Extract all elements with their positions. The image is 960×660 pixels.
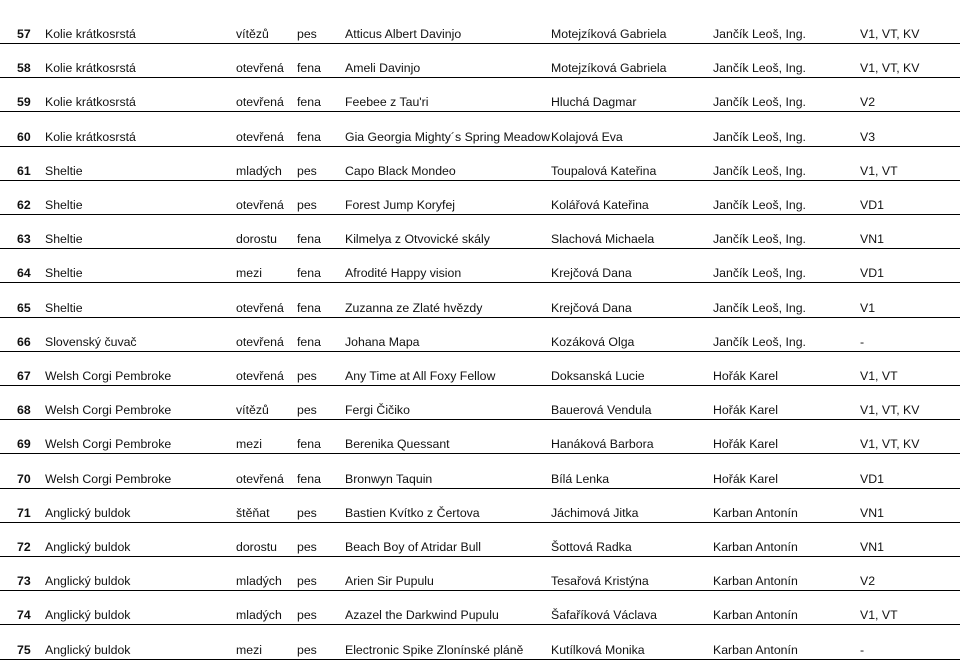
dog-name-cell: Electronic Spike Zlonínské pláně (345, 642, 524, 657)
dog-name-cell: Atticus Albert Davinjo (345, 27, 462, 41)
award-cell: V1, VT, KV (860, 27, 920, 41)
class-cell: otevřená (236, 129, 284, 144)
award-cell: V1, VT (860, 369, 898, 383)
table-row (0, 523, 960, 557)
entry-number: 58 (17, 61, 31, 76)
judge-cell: Jančík Leoš, Ing. (713, 198, 806, 212)
class-cell: otevřená (236, 369, 284, 383)
award-cell: V1, VT, KV (860, 437, 920, 452)
class-cell: vítězů (236, 27, 269, 41)
class-cell: mladých (236, 608, 282, 623)
class-cell: otevřená (236, 198, 284, 212)
sex-cell: fena (297, 266, 321, 281)
award-cell: VN1 (860, 540, 884, 554)
sex-cell: pes (297, 540, 317, 554)
dog-name-cell: Gia Georgia Mighty´s Spring Meadow (345, 129, 551, 144)
owner-cell: Kozáková Olga (551, 334, 635, 349)
entry-number: 61 (17, 163, 31, 178)
sex-cell: pes (297, 608, 317, 623)
award-cell: V1 (860, 300, 876, 315)
class-cell: dorostu (236, 540, 278, 554)
judge-cell: Jančík Leoš, Ing. (713, 232, 806, 247)
breed-cell: Welsh Corgi Pembroke (45, 437, 172, 452)
dog-name-cell: Any Time at All Foxy Fellow (345, 369, 496, 383)
sex-cell: fena (297, 471, 321, 486)
dog-name-cell: Ameli Davinjo (345, 61, 421, 76)
sex-cell: fena (297, 334, 321, 349)
judge-cell: Karban Antonín (713, 642, 798, 657)
judge-cell: Karban Antonín (713, 608, 798, 623)
owner-cell: Doksanská Lucie (551, 369, 645, 383)
breed-cell: Sheltie (45, 198, 83, 212)
award-cell: V1, VT, KV (860, 403, 920, 418)
sex-cell: pes (297, 198, 317, 212)
entry-number: 69 (17, 437, 31, 452)
owner-cell: Šottová Radka (551, 540, 632, 554)
owner-cell: Jáchimová Jitka (551, 505, 639, 520)
sex-cell: pes (297, 369, 317, 383)
class-cell: štěňat (236, 505, 270, 520)
table-row (0, 44, 960, 78)
breed-cell: Kolie krátkosrstá (45, 129, 136, 144)
table-row (0, 626, 960, 660)
owner-cell: Krejčová Dana (551, 266, 632, 281)
award-cell: V1, VT, KV (860, 61, 920, 76)
owner-cell: Bílá Lenka (551, 471, 610, 486)
owner-cell: Krejčová Dana (551, 300, 632, 315)
entry-number: 75 (17, 642, 31, 657)
dog-name-cell: Capo Black Mondeo (345, 163, 456, 178)
award-cell: VN1 (860, 232, 884, 247)
dog-name-cell: Beach Boy of Atridar Bull (345, 540, 482, 554)
entry-number: 70 (17, 471, 31, 486)
owner-cell: Slachová Michaela (551, 232, 655, 247)
award-cell: VD1 (860, 266, 884, 281)
entry-number: 60 (17, 129, 31, 144)
sex-cell: pes (297, 27, 317, 41)
sex-cell: fena (297, 61, 321, 76)
class-cell: mezi (236, 642, 262, 657)
breed-cell: Kolie krátkosrstá (45, 27, 136, 41)
owner-cell: Kutílková Monika (551, 642, 645, 657)
table-row (0, 420, 960, 454)
sex-cell: pes (297, 642, 317, 657)
table-row (0, 455, 960, 489)
entry-number: 72 (17, 540, 31, 554)
class-cell: otevřená (236, 300, 284, 315)
award-cell: - (860, 334, 865, 349)
owner-cell: Tesařová Kristýna (551, 574, 649, 589)
breed-cell: Anglický buldok (45, 642, 131, 657)
judge-cell: Jančík Leoš, Ing. (713, 163, 806, 178)
award-cell: VD1 (860, 471, 884, 486)
dog-name-cell: Arien Sir Pupulu (345, 574, 434, 589)
table-row (0, 249, 960, 283)
award-cell: VN1 (860, 505, 884, 520)
judge-cell: Jančík Leoš, Ing. (713, 61, 806, 76)
breed-cell: Welsh Corgi Pembroke (45, 471, 172, 486)
class-cell: mezi (236, 437, 262, 452)
owner-cell: Hluchá Dagmar (551, 95, 637, 110)
entry-number: 73 (17, 574, 31, 589)
award-cell: V2 (860, 574, 876, 589)
award-cell: - (860, 642, 865, 657)
award-cell: VD1 (860, 198, 884, 212)
entry-number: 64 (17, 266, 31, 281)
entry-number: 65 (17, 300, 31, 315)
dog-name-cell: Zuzanna ze Zlaté hvězdy (345, 300, 483, 315)
owner-cell: Motejzíková Gabriela (551, 27, 667, 41)
sex-cell: fena (297, 437, 321, 452)
table-row (0, 591, 960, 625)
breed-cell: Sheltie (45, 300, 83, 315)
table-row (0, 386, 960, 420)
sex-cell: pes (297, 505, 317, 520)
class-cell: otevřená (236, 95, 284, 110)
breed-cell: Anglický buldok (45, 574, 131, 589)
breed-cell: Welsh Corgi Pembroke (45, 403, 172, 418)
breed-cell: Anglický buldok (45, 540, 131, 554)
judge-cell: Hořák Karel (713, 437, 778, 452)
table-row (0, 181, 960, 215)
owner-cell: Kolajová Eva (551, 129, 623, 144)
dog-name-cell: Fergi Čičiko (345, 403, 410, 418)
award-cell: V1, VT (860, 608, 898, 623)
entry-number: 71 (17, 505, 31, 520)
table-row (0, 284, 960, 318)
judge-cell: Jančík Leoš, Ing. (713, 266, 806, 281)
table-row (0, 557, 960, 591)
breed-cell: Welsh Corgi Pembroke (45, 369, 172, 383)
breed-cell: Sheltie (45, 163, 83, 178)
breed-cell: Slovenský čuvač (45, 334, 137, 349)
owner-cell: Bauerová Vendula (551, 403, 652, 418)
award-cell: V2 (860, 95, 876, 110)
sex-cell: pes (297, 163, 317, 178)
sex-cell: fena (297, 300, 321, 315)
owner-cell: Motejzíková Gabriela (551, 61, 667, 76)
sex-cell: fena (297, 95, 321, 110)
table-row (0, 78, 960, 112)
class-cell: mladých (236, 574, 282, 589)
class-cell: mladých (236, 163, 282, 178)
breed-cell: Kolie krátkosrstá (45, 95, 136, 110)
breed-cell: Kolie krátkosrstá (45, 61, 136, 76)
owner-cell: Šafaříková Václava (551, 608, 657, 623)
breed-cell: Sheltie (45, 232, 83, 247)
dog-name-cell: Azazel the Darkwind Pupulu (345, 608, 499, 623)
judge-cell: Jančík Leoš, Ing. (713, 27, 806, 41)
judge-cell: Hořák Karel (713, 403, 778, 418)
award-cell: V1, VT (860, 163, 898, 178)
breed-cell: Sheltie (45, 266, 83, 281)
table-row (0, 147, 960, 181)
award-cell: V3 (860, 129, 876, 144)
entry-number: 57 (17, 27, 31, 41)
judge-cell: Jančík Leoš, Ing. (713, 334, 806, 349)
entry-number: 66 (17, 334, 31, 349)
owner-cell: Kolářová Kateřina (551, 198, 649, 212)
sex-cell: pes (297, 403, 317, 418)
class-cell: dorostu (236, 232, 278, 247)
breed-cell: Anglický buldok (45, 608, 131, 623)
entry-number: 63 (17, 232, 31, 247)
judge-cell: Karban Antonín (713, 574, 798, 589)
class-cell: vítězů (236, 403, 269, 418)
entry-number: 67 (17, 369, 31, 383)
table-row (0, 10, 960, 44)
dog-name-cell: Afrodité Happy vision (345, 266, 462, 281)
class-cell: mezi (236, 266, 262, 281)
class-cell: otevřená (236, 61, 284, 76)
dog-name-cell: Johana Mapa (345, 334, 420, 349)
dog-name-cell: Forest Jump Koryfej (345, 198, 456, 212)
judge-cell: Jančík Leoš, Ing. (713, 129, 806, 144)
breed-cell: Anglický buldok (45, 505, 131, 520)
judge-cell: Karban Antonín (713, 505, 798, 520)
judge-cell: Hořák Karel (713, 471, 778, 486)
sex-cell: fena (297, 129, 321, 144)
table-row (0, 215, 960, 249)
table-row (0, 113, 960, 147)
dog-name-cell: Feebee z Tau'ri (345, 95, 429, 110)
sex-cell: fena (297, 232, 321, 247)
judge-cell: Hořák Karel (713, 369, 778, 383)
dog-name-cell: Bastien Kvítko z Čertova (345, 505, 480, 520)
judge-cell: Jančík Leoš, Ing. (713, 95, 806, 110)
judge-cell: Karban Antonín (713, 540, 798, 554)
class-cell: otevřená (236, 334, 284, 349)
entry-number: 68 (17, 403, 31, 418)
judge-cell: Jančík Leoš, Ing. (713, 300, 806, 315)
table-row (0, 318, 960, 352)
entry-number: 62 (17, 198, 31, 212)
entry-number: 74 (17, 608, 31, 623)
table-row (0, 489, 960, 523)
class-cell: otevřená (236, 471, 284, 486)
entry-number: 59 (17, 95, 31, 110)
owner-cell: Toupalová Kateřina (551, 163, 657, 178)
dog-name-cell: Bronwyn Taquin (345, 471, 433, 486)
owner-cell: Hanáková Barbora (551, 437, 654, 452)
dog-name-cell: Berenika Quessant (345, 437, 450, 452)
sex-cell: pes (297, 574, 317, 589)
table-row (0, 352, 960, 386)
dog-name-cell: Kilmelya z Otvovické skály (345, 232, 490, 247)
